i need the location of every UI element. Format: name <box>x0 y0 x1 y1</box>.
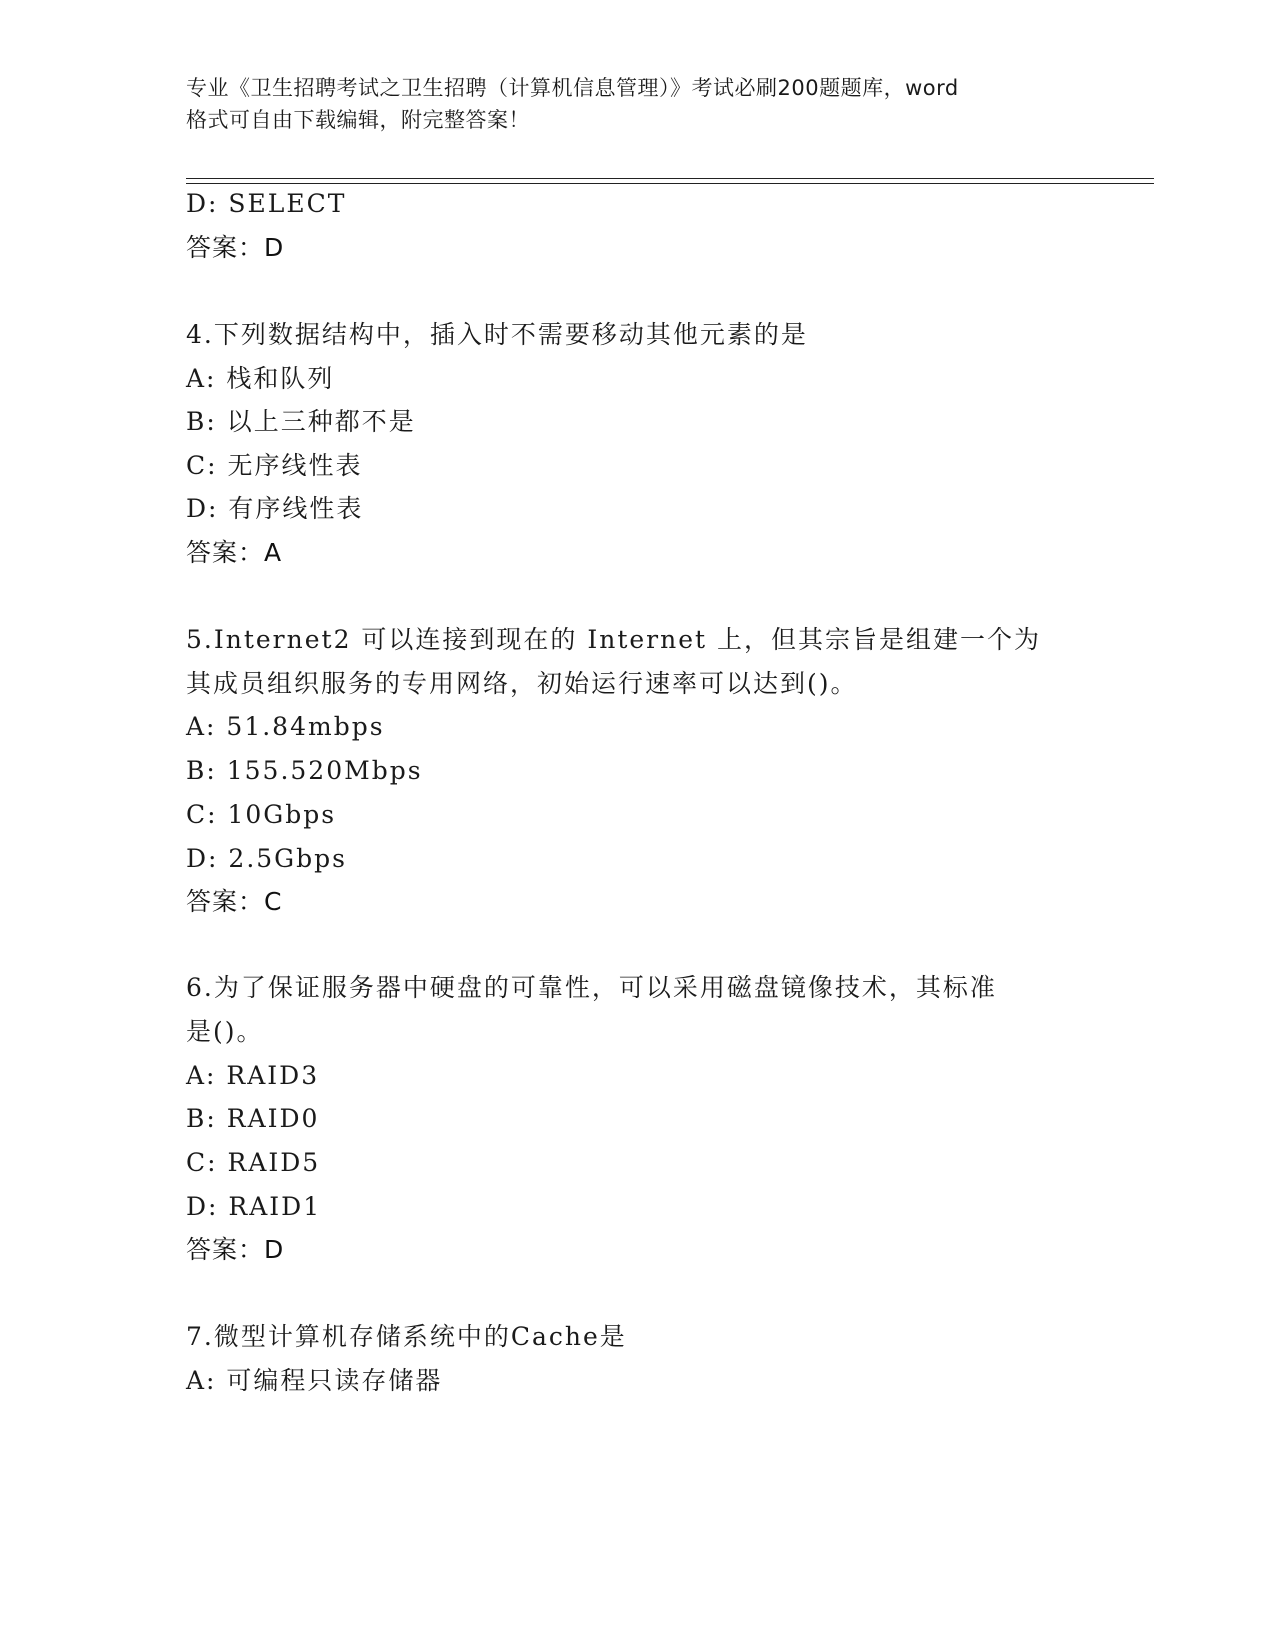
q6-option-a: A: RAID3 <box>186 1061 320 1090</box>
q6-option-c: C: RAID5 <box>186 1148 321 1177</box>
q6-stem-line-1: 6.为了保证服务器中硬盘的可靠性，可以采用磁盘镜像技术，其标准 <box>186 973 997 1002</box>
q4-stem: 4.下列数据结构中，插入时不需要移动其他元素的是 <box>186 320 808 349</box>
q4-option-c: C: 无序线性表 <box>186 451 363 480</box>
document-header <box>186 72 1086 136</box>
q5-option-b: B: 155.520Mbps <box>186 756 423 785</box>
prev-option-d: D: SELECT <box>186 189 347 218</box>
q5-option-a: A: 51.84mbps <box>186 712 385 741</box>
prev-answer: 答案：D <box>186 233 285 262</box>
q5-option-c: C: 10Gbps <box>186 800 337 829</box>
header-title-line-2: 格式可自由下载编辑，附完整答案！ <box>186 108 530 132</box>
q5-answer: 答案：C <box>186 887 283 916</box>
q7-stem: 7.微型计算机存储系统中的Cache是 <box>186 1322 627 1351</box>
header-divider-top <box>186 178 1154 179</box>
header-divider-bottom <box>186 183 1154 184</box>
q4-option-d: D: 有序线性表 <box>186 494 364 523</box>
q4-option-b: B: 以上三种都不是 <box>186 407 416 436</box>
q4-option-a: A: 栈和队列 <box>186 364 335 393</box>
header-title-line-1: 专业《卫生招聘考试之卫生招聘（计算机信息管理）》考试必刷200题题库，word <box>186 76 959 100</box>
q4-answer: 答案：A <box>186 538 283 567</box>
q6-stem-line-2: 是()。 <box>186 1017 264 1046</box>
q5-stem-line-2: 其成员组织服务的专用网络，初始运行速率可以达到()。 <box>186 669 858 698</box>
q7-option-a: A: 可编程只读存储器 <box>186 1366 443 1395</box>
q5-stem-line-1: 5.Internet2 可以连接到现在的 Internet 上，但其宗旨是组建一个为 <box>186 625 1042 654</box>
q6-option-d: D: RAID1 <box>186 1192 322 1221</box>
q5-option-d: D: 2.5Gbps <box>186 844 347 873</box>
q6-option-b: B: RAID0 <box>186 1104 320 1133</box>
q6-answer: 答案：D <box>186 1235 285 1264</box>
